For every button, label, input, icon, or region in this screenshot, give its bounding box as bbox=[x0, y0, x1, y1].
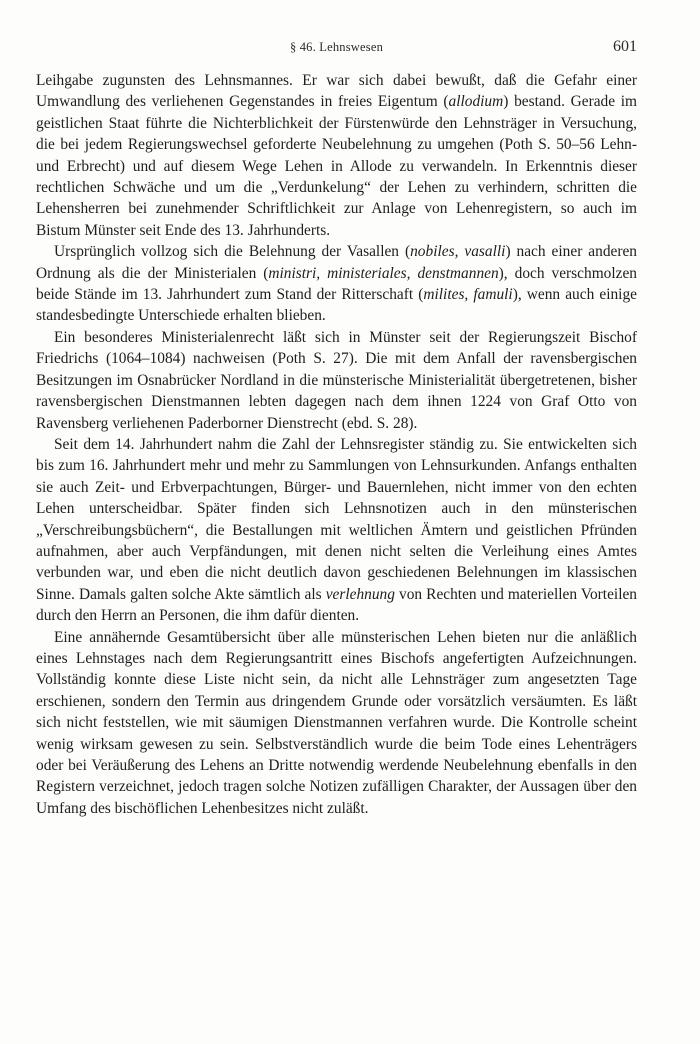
paragraph bbox=[36, 327, 637, 434]
italic-term: milites, famuli bbox=[423, 286, 513, 304]
text-segment: Ein besonderes Ministerialenrecht läßt sich in Münster seit der Regierungszeit Bischof Friedrichs (1064–1084) nachweisen (Poth S. 27). Die mit dem Anfall der ravensbergischen Besitzungen im Osnabrücker Nordland in die münsterische Ministerialität übergetretenen, bisher ravensbergischen Dienstmannen lebten dagegen nach dem ihnen 1224 von Graf Otto von Ravensberg verliehenen Paderborner Dienstrecht (ebd. S. 28). bbox=[36, 328, 637, 432]
italic-term: allodium bbox=[448, 93, 504, 111]
paragraph bbox=[36, 627, 637, 820]
running-head: § 46. Lehnswesen bbox=[289, 40, 384, 54]
text-segment: von Rechten und materiellen Vorteilen durch den Herrn an Personen, die ihm dafür dienten. bbox=[36, 585, 637, 625]
text-segment: ) bestand. Gerade im geistlichen Staat führte die Nichterblichkeit der Fürstenwürde den Lehnsträger in Versuchung, die bei jedem Regierungswechsel geforderte Neubelehnung zu umgehen (Poth S. 50–56 Lehn- und Erbrecht) und auf diesem Wege Lehen in Allode zu verwandeln. In Erkenntnis dieser rechtlichen Schwäche und um die „Verdunkelung“ der Lehen zu verhindern, schritten die Lehensherren bei zunehmender Schriftlichkeit zur Anlage von Lehenregistern, so auch im Bistum Münster seit Ende des 13. Jahrhunderts. bbox=[36, 93, 637, 239]
italic-term: verlehnung bbox=[325, 585, 395, 603]
paragraph bbox=[36, 434, 637, 627]
page-header bbox=[36, 38, 637, 58]
text-segment: Eine annähernde Gesamtübersicht über alle münsterischen Lehen bieten nur die anläßlich eines Lehnstages nach dem Regierungsantritt eines Bischofs angefertigten Aufzeichnungen. Vollständig konnte diese Liste nicht sein, da nicht alle Lehnsträger zum angesetzten Tage erschienen, sondern den Termin aus dringendem Grunde oder vorsätzlich versäumten. Es läßt sich nicht feststellen, wie mit säumigen Dienstmannen verfahren wurde. Die Kontrolle scheint wenig wirksam gewesen zu sein. Selbstverständlich wurde die beim Tode eines Lehenträgers oder bei Veräußerung des Lehens an Dritte notwendig werdende Neubelehnung ebenfalls in den Registern verzeichnet, jedoch tragen solche Notizen zufälligen Charakter, der Aussagen über den Umfang des bischöflichen Lehenbesitzes nicht zuläßt. bbox=[36, 628, 637, 817]
paragraph bbox=[36, 241, 637, 327]
text-segment: ), wenn auch einige standesbedingte Unterschiede erhalten blieben. bbox=[36, 286, 637, 325]
page-number: 601 bbox=[613, 38, 637, 55]
text-segment: ), doch verschmolzen beide Stände im 13. Jahrhundert zum Stand der Ritterschaft ( bbox=[36, 264, 637, 304]
text-segment: Leihgabe zugunsten des Lehnsmannes. Er war sich dabei bewußt, daß die Gefahr einer Umwandlung des verliehenen Gegenstandes in freies Eigentum ( bbox=[36, 72, 637, 111]
text-segment: Seit dem 14. Jahrhundert nahm die Zahl der Lehnsregister ständig zu. Sie entwickelten sich bis zum 16. Jahrhundert mehr und mehr zu Sammlungen von Lehnsurkunden. Anfangs enthalten sie auch Zeit- und Erbverpachtungen, Bürger- und Bauernlehen, nicht immer von den echten Lehen unterscheidbar. Später finden sich Lehnsnotizen auch in den münsterischen „Verschreibungsbüchern“, die Bestallungen mit weltlichen Ämtern und geistlichen Pfründen aufnahmen, aber auch Verpfändungen, mit denen nicht selten die Verleihung eines Amtes verbunden war, und eben die nicht deutlich davon geschiedenen Belehnungen im klassischen Sinne. Damals galten solche Akte sämtlich als bbox=[36, 435, 637, 603]
body-text bbox=[36, 70, 637, 819]
italic-term: ministri, ministeriales, denstmannen bbox=[268, 264, 499, 282]
text-segment: Ursprünglich vollzog sich die Belehnung der Vasallen ( bbox=[54, 243, 411, 261]
paragraph bbox=[36, 70, 637, 241]
italic-term: nobiles, vasalli bbox=[410, 243, 506, 261]
text-segment: ) nach einer anderen Ordnung als die der Ministerialen ( bbox=[36, 243, 637, 282]
